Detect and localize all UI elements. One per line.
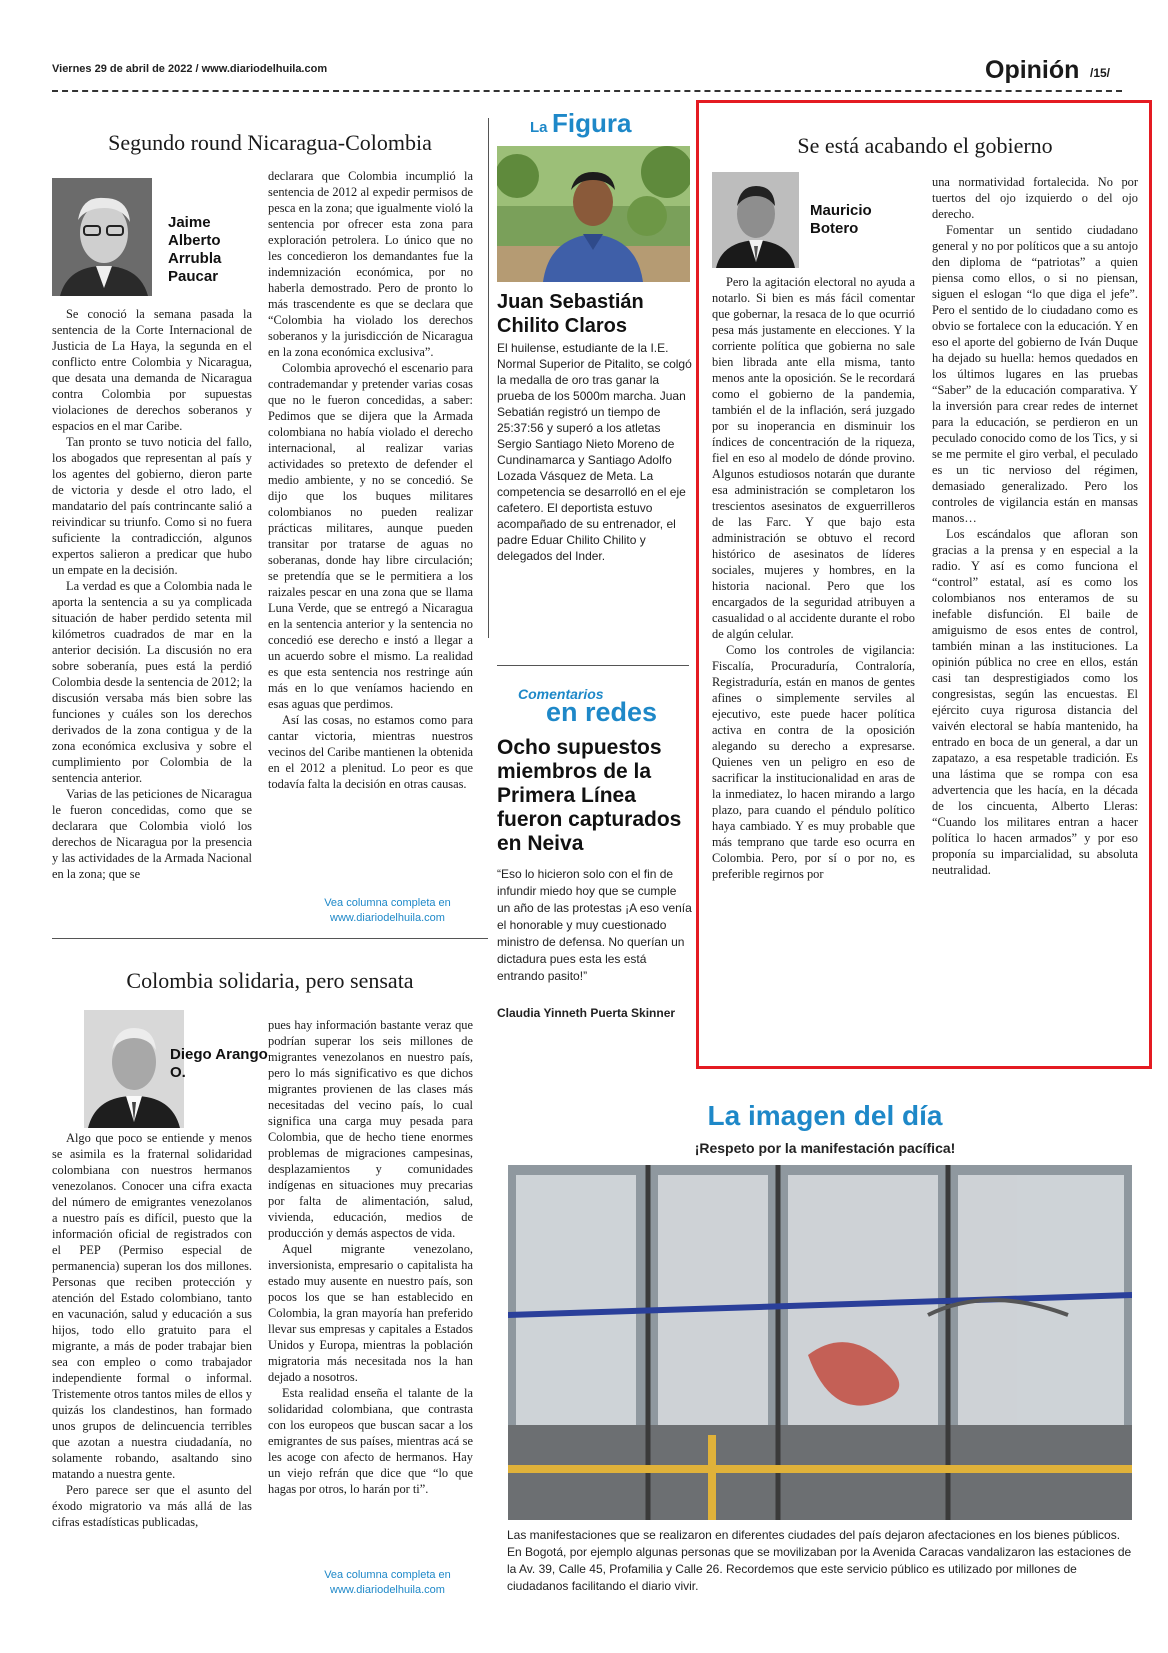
masthead-rule <box>52 90 1122 92</box>
article3-column-1 <box>712 274 915 1014</box>
paragraph: Fomentar un sentido ciudadano general y no por políticos que a su antojo den diploma de “patriotas” a quien piensa como ellos, o si no piensan, siguen el eslogan “lo que diga el jefe”. Pero el sentido de lo ciudadano como es obvio se fortalece con la educación. Y en eso el aporte del gobierno de Iván Duque ha dejado su huella: hemos quedados en los últimos lugares en las pruebas “Saber” de la educación comparativa. Y la inversión para crear redes de internet para la educación, se perdieron en un peculado conocido como de los Tics, y si se me permite el giro verbal, el peculado es un tic nervioso del régimen, demasiado generalizado. Pero los controles de vigilancia están en mansas manos… <box>932 223 1138 525</box>
section-divider <box>52 938 488 939</box>
figura-label-big: Figura <box>551 108 632 138</box>
figura-text: El huilense, estudiante de la I.E. Normal Superior de Pitalito, se colgó la medalla de oro tras ganar la prueba de los 5000m marcha. Juan Sebatián registró un tiempo de 25:37:56 y superó a los atletas Sergio Santiago Nieto Moreno de Cundinamarca y Santiago Adolfo Lozada Vásquez de Meta. La competencia se desarrolló en el eje cafetero. El deportista estuvo acompañado de su entrenador, el padre Eduar Chilito Chilito y delegados del Inder. <box>497 341 692 563</box>
paragraph: Colombia aprovechó el escenario para contrademandar y pretender varias cosas que no le fueron concedidas, a saber: Pedimos que se dijera que la Armada colombiana no había violado el derecho internacional, al realizar varias actividades so pretexto de defender el medio ambiente, y no se concedió. Se dijo que los buques militares colombianos no pueden realizar prácticas militares, aunque pueden transitar por tratarse de aguas no soberanas, donde hay libre circulación; se pretendía que se le permitiera a los raizales pescar en una zona que se llama Luna Verde, que se entregó a Nicaragua en la sentencia anterior y la sentencia no concedió ese derecho e instó a llegar a un acuerdo sobre el mismo. La realidad es que esta sentencia nos restringe aún más en lo que veníamos haciendo en esas aguas que perdimos. <box>268 361 473 711</box>
article2-column-1 <box>52 1130 252 1590</box>
article3-title: Se está acabando el gobierno <box>797 133 1053 158</box>
author-photo-arango <box>84 1010 184 1128</box>
paragraph: Pero la agitación electoral no ayuda a notarlo. Si bien es más fácil comentar que gobernar, la resaca de lo que ocurrió pesa más justamente en elecciones. Y la corriente política que gobierna no sale bien librada ante ella misma, tanto menos ante la oposición. Se le recordará como el gobierno de la pandemia, también el de la inflación, será juzgado por su inoperancia en disminuir los índices de concentración de la riqueza, fiel en eso al modelo de dónde provino. Algunos estudiosos notarán que durante esa administración se completaron los trescientos asesinatos de exguerrilleros de las Farc. Y que bajo esta administración se obtuvo el record histórico de asesinatos de líderes sociales, mujeres y hombres, en la historia nacional. Pero que los encargados de la seguridad atribuyen a casualidad o al accidente durante el robo de algún celular. <box>712 275 915 641</box>
paragraph: Esta realidad enseña el talante de la solidaridad colombiana, que contrasta con los europeos que buscan sacar a los emigrantes de sus países, mientras acá se les acoge con afecto de hermanos. Hay un viejo refrán que dice que “lo que hagas por otros, lo harán por ti”. <box>268 1386 473 1496</box>
read-more-url: www.diariodelhuila.com <box>330 912 445 924</box>
read-more-link[interactable] <box>300 896 475 926</box>
paragraph: Pero parece ser que el asunto del éxodo migratorio va más allá de las cifras estadísticas publicadas, <box>52 1483 252 1529</box>
paragraph: Aquel migrante venezolano, inversionista, empresario o capitalista ha estado muy ausente en nuestro país, son pocos los que se han establecido en Colombia, la gran mayoría han preferido llevar sus empresas y capitales a Estados Unidos y Europa, mientras la población migratoria más necesitada nos la han dejado a nosotros. <box>268 1242 473 1384</box>
article1-title: Segundo round Nicaragua-Colombia <box>108 130 432 155</box>
redes-label-big: en redes <box>546 697 658 727</box>
imagen-subtitle: ¡Respeto por la manifestación pacífica! <box>694 1140 956 1156</box>
redes-signature: Claudia Yinneth Puerta Skinner <box>497 1006 676 1020</box>
article2-title: Colombia solidaria, pero sensata <box>126 968 414 993</box>
paragraph: Se conoció la semana pasada la sentencia de la Corte Internacional de Justicia de La Haya, la segunda en el conflicto entre Colombia y Nicaragua, que desata una demanda de Nicaragua contra Colombia por supuestas violaciones de derechos soberanos y espacios en el mar Caribe. <box>52 307 252 433</box>
author-name: Mauricio Botero <box>810 202 872 237</box>
author-photo-botero <box>712 172 799 268</box>
masthead-date-site: Viernes 29 de abril de 2022 / www.diariodelhuila.com <box>52 63 328 75</box>
author-photo-arrubla <box>52 178 152 296</box>
section-divider <box>497 665 689 666</box>
section-title: Opinión <box>985 56 1080 84</box>
author-name: Diego Arango O. <box>170 1046 268 1081</box>
paragraph: declarara que Colombia incumplió la sentencia de 2012 al expedir permisos de pesca en la zona; que igualmente violó la sentencia por ofrecer esta zona para exploración petrolera. Lo único que no les concedieron los demandantes fue la indemnización económica, por no haberla demostrado. Pero de pronto lo más trascendente es que se declara que “Colombia ha violado los derechos soberanos y la jurisdicción de Nicaragua en la zona económica exclusiva”. <box>268 169 473 359</box>
article1-column-1 <box>52 306 252 921</box>
figura-label-small: La <box>530 119 548 136</box>
paragraph: Como los controles de vigilancia: Fiscalía, Procuraduría, Contraloría, Registraduría, están en manos de gentes afines o simplemente serviles al ejecutivo, este puede hacer política activa en contra de la oposición alegando su derecho a expresarse. Quienes ven un peligro en eso de sacrificar la institucionalidad en aras de la inmediatez, lo hacen mirando a largo plazo, para cuando el péndulo político haya cambiado. Y es muy probable que más temprano que tarde eso ocurra en Colombia. Pero, por sí o por no, es preferible regirnos por <box>712 643 915 881</box>
paragraph: Algo que poco se entiende y menos se asimila es la fraternal solidaridad colombiana con nuestros hermanos venezolanos. Conocer una cifra exacta del número de emigrantes venezolanos a nuestro país es difícil, puesto que la información oficial de registrados con el PEP (Permiso especial de permanencia) superan los dos millones. Personas que reciben protección y atención del Estado colombiano, tanto en vacunación, salud y educación a sus hijos, todo ello gratuito para el migrante, a más de poder trabajar bien sea con empleo o como trabajador independiente formal o informal. Tristemente otros tantos miles de ellos y quizás los clandestinos, han formado unos grupos de delincuencia terribles que azotan a nuestra ciudadanía, no solamente robando, asaltando sino matando a nuestra gente. <box>52 1131 252 1481</box>
article3-column-2 <box>932 174 1138 1014</box>
column-divider <box>488 118 489 638</box>
read-more-text: Vea columna completa en <box>324 1569 451 1581</box>
paragraph: Varias de las peticiones de Nicaragua le fueron concedidas, como que se declarara que Colombia violó los derechos de Nicaragua por la presencia y las actividades de la Armada Nacional en la zona; que se <box>52 787 252 881</box>
imagen-caption: Las manifestaciones que se realizaron en diferentes ciudades del país dejaron afectaciones en los bienes públicos. En Bogotá, por ejemplo algunas personas que se movilizaban por la Avenida Caracas vandalizaron las estaciones de la Av. 39, Calle 45, Profamilia y Calle 26. Recordemos que este servicio público es utilizado por millones de ciudadanos facilitando el diario vivir. <box>507 1528 1132 1593</box>
page-number: /15/ <box>1090 66 1111 80</box>
redes-headline: Ocho supuestos miembros de la Primera Línea fueron capturados en Neiva <box>497 736 682 855</box>
paragraph: La verdad es que a Colombia nada le aporta la sentencia a su ya complicada situación de haber perdido setenta mil kilómetros cuadrados de mar en la anterior decisión. La discusión no era sobre soberanía, pues está la perdió Colombia desde la sentencia de 2012; la discusión versaba más bien sobre las funciones y cuáles son los derechos derivados de la zona contigua y de la zona económica exclusiva y sobre el cumplimiento por Colombia de la sentencia anterior. <box>52 579 252 785</box>
paragraph: una normatividad fortalecida. No por tuertos del ojo izquierdo o del ojo derecho. <box>932 175 1138 221</box>
read-more-text: Vea columna completa en <box>324 897 451 909</box>
redes-label-small: Comentarios <box>518 686 604 702</box>
read-more-url: www.diariodelhuila.com <box>330 1584 445 1596</box>
author-name: Jaime Alberto Arrubla Paucar <box>168 214 222 285</box>
paragraph: pues hay información bastante veraz que podrían superar los seis millones de migrantes venezolanos en nuestro país, pero lo más significativo es que dichos migrantes provienen de las clases más necesitadas del vecino país, lo cual significa una carga muy pesada para Colombia, que de hecho tiene enormes problemas de migraciones campesinas, desplazamientos y comunidades indígenas en situaciones muy precarias por falta de alimentación, salud, vivienda, educación, medios de producción y demás aspectos de vida. <box>268 1018 473 1240</box>
imagen-title: La imagen del día <box>707 1100 943 1131</box>
paragraph: Los escándalos que afloran son gracias a la prensa y en especial a la radio. Y así es como funciona el “control” estatal, así es como los colombianos nos enteramos de su inefable disfunción. El baile de amiguismo de esos entes de control, también minan a las instituciones. La opinión pública no cree en ellos, están casi tan desprestigiados como los congresistas, según las encuestas. El ejército cuya rigurosa distancia del vaivén electoral se había mantenido, ha entrado en boca de un general, a dar un zapatazo, a esa respetable tradición. Es una lástima que se rompa con esa advertencia que les hacía, en la década de los cincuenta, Alberto Lleras: “Cuando los militares entran a hacer política lo hacen armados” y por eso proponía su imparcialidad, su absoluta neutralidad. <box>932 527 1138 877</box>
imagen-photo <box>508 1165 1132 1520</box>
read-more-link[interactable] <box>300 1568 475 1598</box>
figura-name: Juan Sebastián Chilito Claros <box>497 291 644 337</box>
paragraph: Tan pronto se tuvo noticia del fallo, los abogados que representan al país y los agentes del gobierno, dieron parte de victoria y desde el otro lado, el mandatario del país contrincante salió a reivindicar su triunfo. Como si no fuera suficiente la contradicción, algunos expertos salieron a predicar que hubo un empate en la decisión. <box>52 435 252 577</box>
figura-photo <box>497 146 690 282</box>
article2-column-2 <box>268 1017 473 1565</box>
figura-label <box>530 108 631 139</box>
redes-quote: “Eso lo hicieron solo con el fin de infundir miedo hoy que se cumple un año de las protestas ¡A eso venía el honorable y muy cuestionado ministro de defensa. No querían un dictadura pues esta les está entrando pasito!” <box>497 867 692 983</box>
article1-column-2 <box>268 168 473 888</box>
paragraph: Así las cosas, no estamos como para cantar victoria, mientras nuestros vecinos del Caribe mantienen la obtenida en el 2012 a plenitud. Lo peor es que todavía falta la decisión en otras causas. <box>268 713 473 791</box>
